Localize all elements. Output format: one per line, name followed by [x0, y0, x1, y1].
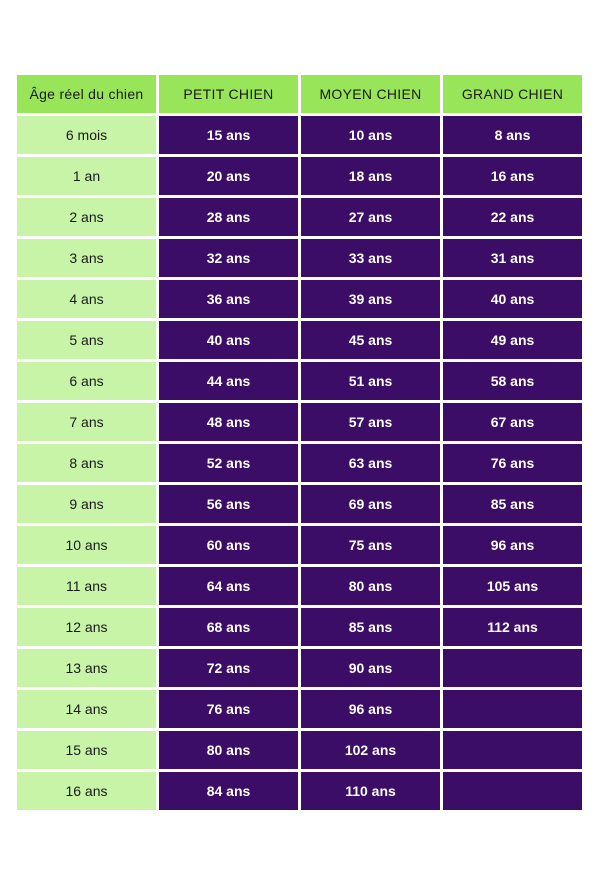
real-age-cell: 13 ans [17, 649, 156, 687]
real-age-cell: 7 ans [17, 403, 156, 441]
large-dog-cell [443, 649, 582, 687]
real-age-cell: 10 ans [17, 526, 156, 564]
table-row [17, 772, 582, 810]
small-dog-cell: 76 ans [159, 690, 298, 728]
medium-dog-cell: 110 ans [301, 772, 440, 810]
header-row [17, 75, 582, 113]
large-dog-cell: 76 ans [443, 444, 582, 482]
small-dog-cell: 36 ans [159, 280, 298, 318]
medium-dog-cell: 96 ans [301, 690, 440, 728]
small-dog-cell: 40 ans [159, 321, 298, 359]
small-dog-cell: 15 ans [159, 116, 298, 154]
large-dog-cell: 96 ans [443, 526, 582, 564]
small-dog-cell: 28 ans [159, 198, 298, 236]
small-dog-cell: 72 ans [159, 649, 298, 687]
header-real-age: Âge réel du chien [17, 75, 156, 113]
table-row [17, 116, 582, 154]
small-dog-cell: 52 ans [159, 444, 298, 482]
header-medium-dog: MOYEN CHIEN [301, 75, 440, 113]
large-dog-cell [443, 731, 582, 769]
real-age-cell: 5 ans [17, 321, 156, 359]
table-row [17, 608, 582, 646]
medium-dog-cell: 102 ans [301, 731, 440, 769]
medium-dog-cell: 69 ans [301, 485, 440, 523]
table-row [17, 198, 582, 236]
real-age-cell: 14 ans [17, 690, 156, 728]
medium-dog-cell: 10 ans [301, 116, 440, 154]
real-age-cell: 6 mois [17, 116, 156, 154]
large-dog-cell [443, 690, 582, 728]
small-dog-cell: 56 ans [159, 485, 298, 523]
small-dog-cell: 48 ans [159, 403, 298, 441]
header-large-dog: GRAND CHIEN [443, 75, 582, 113]
table-row [17, 157, 582, 195]
real-age-cell: 8 ans [17, 444, 156, 482]
small-dog-cell: 64 ans [159, 567, 298, 605]
medium-dog-cell: 39 ans [301, 280, 440, 318]
table-row [17, 731, 582, 769]
table-row [17, 321, 582, 359]
dog-age-table [14, 72, 585, 813]
table-row [17, 690, 582, 728]
medium-dog-cell: 51 ans [301, 362, 440, 400]
medium-dog-cell: 80 ans [301, 567, 440, 605]
real-age-cell: 1 an [17, 157, 156, 195]
real-age-cell: 12 ans [17, 608, 156, 646]
table-row [17, 567, 582, 605]
large-dog-cell: 40 ans [443, 280, 582, 318]
large-dog-cell: 16 ans [443, 157, 582, 195]
small-dog-cell: 44 ans [159, 362, 298, 400]
real-age-cell: 9 ans [17, 485, 156, 523]
medium-dog-cell: 57 ans [301, 403, 440, 441]
large-dog-cell: 22 ans [443, 198, 582, 236]
table-row [17, 362, 582, 400]
medium-dog-cell: 45 ans [301, 321, 440, 359]
small-dog-cell: 20 ans [159, 157, 298, 195]
medium-dog-cell: 75 ans [301, 526, 440, 564]
large-dog-cell: 85 ans [443, 485, 582, 523]
table-body [17, 116, 582, 810]
large-dog-cell: 58 ans [443, 362, 582, 400]
table-row [17, 444, 582, 482]
large-dog-cell: 112 ans [443, 608, 582, 646]
small-dog-cell: 60 ans [159, 526, 298, 564]
small-dog-cell: 68 ans [159, 608, 298, 646]
header-small-dog: PETIT CHIEN [159, 75, 298, 113]
small-dog-cell: 32 ans [159, 239, 298, 277]
table-row [17, 239, 582, 277]
large-dog-cell: 31 ans [443, 239, 582, 277]
small-dog-cell: 80 ans [159, 731, 298, 769]
large-dog-cell: 105 ans [443, 567, 582, 605]
medium-dog-cell: 33 ans [301, 239, 440, 277]
real-age-cell: 2 ans [17, 198, 156, 236]
real-age-cell: 11 ans [17, 567, 156, 605]
table-row [17, 649, 582, 687]
large-dog-cell [443, 772, 582, 810]
real-age-cell: 3 ans [17, 239, 156, 277]
medium-dog-cell: 85 ans [301, 608, 440, 646]
real-age-cell: 6 ans [17, 362, 156, 400]
medium-dog-cell: 27 ans [301, 198, 440, 236]
real-age-cell: 16 ans [17, 772, 156, 810]
small-dog-cell: 84 ans [159, 772, 298, 810]
table-row [17, 526, 582, 564]
table-row [17, 485, 582, 523]
medium-dog-cell: 90 ans [301, 649, 440, 687]
medium-dog-cell: 63 ans [301, 444, 440, 482]
real-age-cell: 15 ans [17, 731, 156, 769]
real-age-cell: 4 ans [17, 280, 156, 318]
medium-dog-cell: 18 ans [301, 157, 440, 195]
large-dog-cell: 49 ans [443, 321, 582, 359]
table-row [17, 280, 582, 318]
table-row [17, 403, 582, 441]
large-dog-cell: 8 ans [443, 116, 582, 154]
large-dog-cell: 67 ans [443, 403, 582, 441]
